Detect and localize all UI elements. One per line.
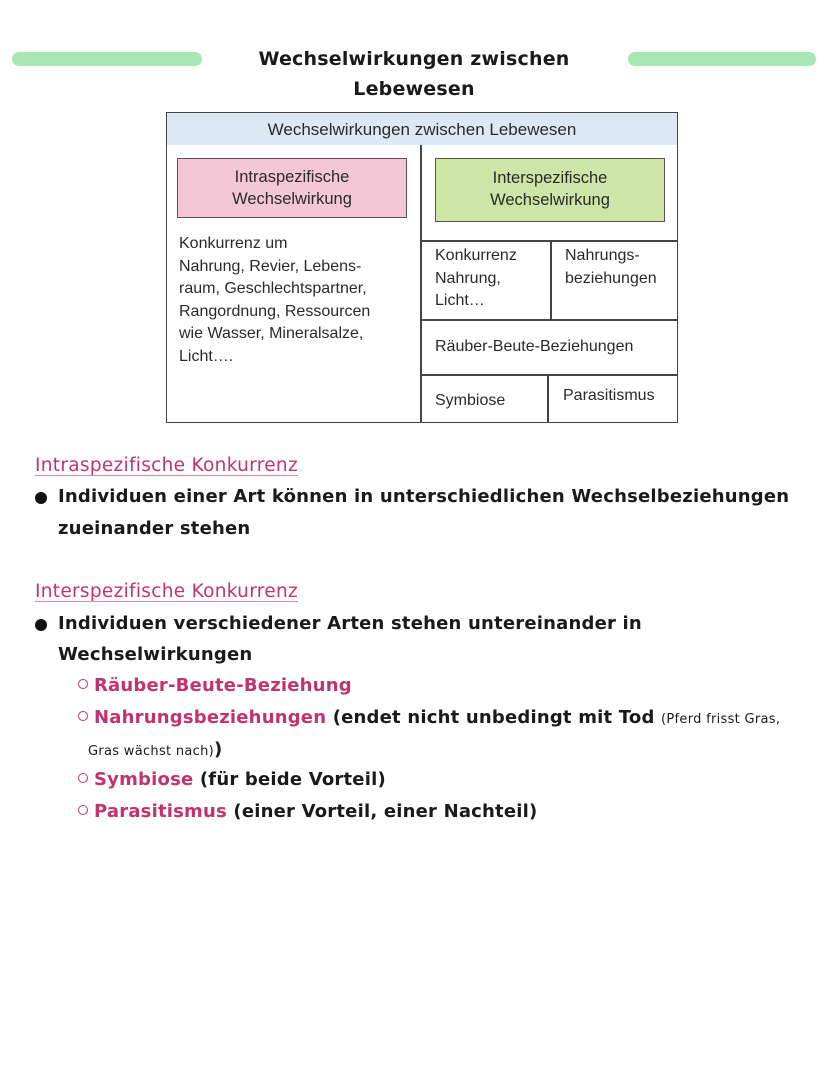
sub-item-nahrung-cont: [88, 739, 222, 760]
inter-box: [435, 158, 665, 222]
circle-bullet-icon: [78, 679, 88, 689]
inter-box-line1: Interspezifische: [492, 169, 608, 187]
figure-header: Wechselwirkungen zwischen Lebewesen: [166, 112, 678, 146]
intra-description: [179, 233, 370, 368]
inter-text-line2: Wechselwirkungen: [58, 644, 253, 665]
intra-box-line2: Wechselwirkung: [232, 190, 352, 208]
intra-line: Konkurrenz um: [179, 235, 288, 252]
intra-box: [177, 158, 407, 218]
inter-konkurrenz-line: Konkurrenz: [435, 247, 517, 264]
inter-heading: Interspezifische Konkurrenz: [35, 581, 299, 602]
intra-heading: Intraspezifische Konkurrenz: [35, 455, 298, 476]
inter-nahrung-cell: [565, 245, 657, 290]
inter-nahrung-line: Nahrungs-: [565, 247, 640, 264]
circle-bullet-icon: [78, 711, 88, 721]
inter-konkurrenz-line: Licht…: [435, 292, 485, 309]
sub-item-symbiose: [78, 769, 386, 790]
title-pill-right: [628, 52, 816, 66]
bullet-icon: [35, 619, 47, 631]
inter-divider-col: [550, 240, 552, 320]
sub-item-parasitismus: [78, 801, 537, 822]
sub-term: Symbiose: [94, 769, 194, 790]
intra-line: Licht….: [179, 347, 234, 365]
intra-line: raum, Geschlechtspartner,: [179, 280, 367, 297]
intra-line: Nahrung, Revier, Lebens-: [179, 257, 362, 275]
sub-term: Nahrungsbeziehungen: [94, 707, 327, 728]
intra-line: wie Wasser, Mineralsalze,: [179, 325, 364, 342]
parasitismus-cell: Parasitismus: [563, 387, 655, 404]
inter-divider-top: [420, 240, 677, 242]
circle-bullet-icon: [78, 773, 88, 783]
inter-divider-col2: [547, 374, 549, 423]
title-bar: [0, 44, 828, 100]
sub-text: (einer Vorteil, einer Nachteil): [233, 801, 538, 822]
inter-divider-mid: [420, 319, 677, 321]
sub-term: Parasitismus: [94, 801, 227, 822]
overview-figure: [166, 112, 680, 424]
sub-term: Räuber-Beute-Beziehung: [94, 675, 352, 696]
sub-item-raeuber: [78, 675, 352, 696]
sub-text-close: ): [214, 739, 223, 760]
page-title: Wechselwirkungen zwischen Lebewesen: [258, 48, 570, 100]
intra-text-line1: Individuen einer Art können in unterschiedlichen Wechselbeziehungen: [58, 486, 790, 507]
inter-konkurrenz-cell: [435, 245, 517, 313]
bullet-icon: [35, 492, 47, 504]
figure-divider-main: [420, 145, 422, 423]
inter-konkurrenz-line: Nahrung,: [435, 269, 501, 287]
intra-line: Rangordnung, Ressourcen: [179, 302, 371, 320]
symbiose-cell: Symbiose: [435, 392, 506, 409]
inter-divider-bottom: [420, 374, 677, 376]
sub-small-text: Gras wächst nach): [88, 744, 215, 759]
inter-nahrung-line: beziehungen: [565, 269, 657, 287]
inter-text-line1: Individuen verschiedener Arten stehen untereinander in: [58, 613, 642, 634]
title-pill-left: [12, 52, 202, 66]
circle-bullet-icon: [78, 805, 88, 815]
sub-text: (endet nicht unbedingt mit Tod: [332, 707, 655, 728]
intra-text-line2: zueinander stehen: [58, 518, 251, 539]
raeuber-beute-cell: Räuber-Beute-Beziehungen: [435, 338, 634, 355]
sub-small-text: (Pferd frisst Gras,: [661, 712, 781, 727]
intra-box-line1: Intraspezifische: [234, 168, 350, 186]
figure-body: [166, 145, 678, 423]
inter-box-line2: Wechselwirkung: [490, 191, 610, 209]
sub-text: (für beide Vorteil): [199, 769, 386, 790]
sub-item-nahrung: [78, 707, 780, 728]
